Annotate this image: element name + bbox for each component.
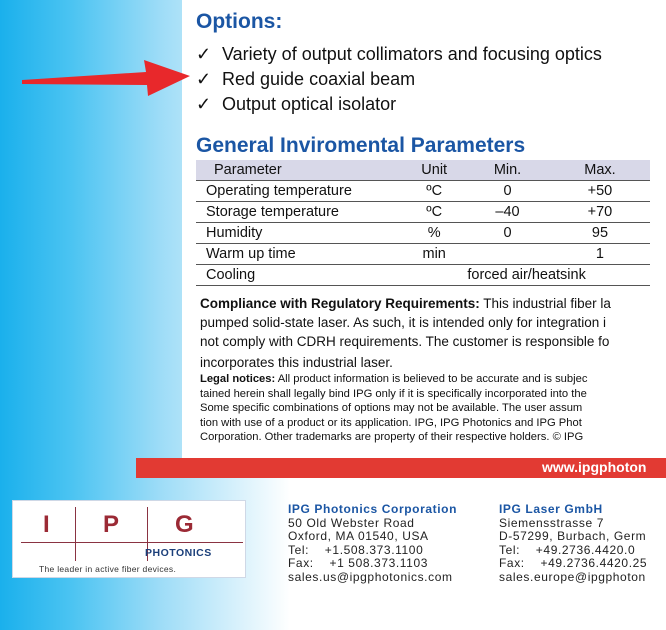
table-cell [465, 244, 550, 265]
option-label: Variety of output collimators and focusing optics [222, 44, 602, 64]
check-icon: ✓ [196, 94, 212, 114]
address-line: Siemensstrasse 7 [499, 515, 604, 530]
option-label: Output optical isolator [222, 94, 397, 114]
compliance-title: Compliance with Regulatory Requirements: [200, 296, 480, 311]
option-item [196, 42, 602, 67]
company-name: IPG Laser GmbH [499, 502, 603, 516]
red-arrow-icon [20, 58, 192, 98]
logo-letter: P [103, 511, 120, 538]
column-header: Parameter [196, 160, 403, 181]
email-link[interactable]: sales.us@ipgphotonics.com [288, 569, 453, 584]
ipg-logo [12, 500, 246, 578]
email-link[interactable]: sales.europe@ipgphoton [499, 569, 646, 584]
option-label: Red guide coaxial beam [222, 69, 416, 89]
address-line: Oxford, MA 01540, USA [288, 529, 429, 543]
environment-heading: General Inviromental Parameters [196, 134, 526, 157]
logo-letter: I [43, 511, 50, 538]
text-line: All product information is believed to be accurate and is subjec [275, 373, 588, 385]
logo-divider [75, 507, 76, 561]
table-cell: min [403, 244, 465, 265]
column-header: Min. [465, 160, 550, 181]
table-cell: Operating temperature [196, 181, 403, 202]
table-cell: Humidity [196, 223, 403, 244]
table-cell: –40 [465, 202, 550, 223]
check-icon: ✓ [196, 69, 212, 89]
logo-subtitle: PHOTONICS [145, 547, 212, 559]
legal-title: Legal notices: [200, 373, 276, 385]
table-row [196, 265, 650, 286]
option-item [196, 92, 602, 117]
legal-notices [200, 372, 666, 445]
table-cell: ºC [403, 202, 465, 223]
check-icon: ✓ [196, 44, 212, 64]
table-cell: +70 [550, 202, 650, 223]
phone-line: Tel: +1.508.373.1100 [288, 542, 424, 557]
options-list [196, 42, 602, 117]
table-cell: Storage temperature [196, 202, 403, 223]
column-header: Unit [403, 160, 465, 181]
parameters-table [196, 160, 650, 286]
table-cell: % [403, 223, 465, 244]
table-cell: +50 [550, 181, 650, 202]
text-line: tained herein shall legally bind IPG only if it is specifically incorporated into the [200, 387, 587, 400]
fax-line: Fax: +49.2736.4420.25 [499, 556, 648, 570]
text-line: Corporation. Other trademarks are property of their respective holders. © IPG [200, 431, 584, 443]
text-line: tion with use of a product or its application. IPG, IPG Photonics and IPG Phot [200, 416, 582, 429]
logo-rule [21, 542, 243, 543]
column-header: Max. [550, 160, 650, 181]
logo-letter: G [175, 511, 194, 538]
table-cell: 95 [550, 223, 650, 244]
table-cell: forced air/heatsink [403, 265, 650, 286]
table-row [196, 181, 650, 202]
address-germany [499, 503, 647, 584]
footer-url-bar [136, 458, 666, 478]
phone-line: Tel: +49.2736.4420.0 [499, 542, 636, 557]
text-line: This industrial fiber la [479, 296, 611, 311]
company-name: IPG Photonics Corporation [288, 502, 458, 516]
table-row [196, 244, 650, 265]
table-row [196, 223, 650, 244]
table-cell: ºC [403, 181, 465, 202]
logo-tagline: The leader in active fiber devices. [39, 564, 177, 574]
table-cell: 1 [550, 244, 650, 265]
text-line: Some specific combinations of options may not be available. The user assum [200, 402, 583, 414]
text-line: pumped solid-state laser. As such, it is intended only for integration i [200, 315, 606, 330]
options-heading: Options: [196, 10, 283, 33]
address-line: 50 Old Webster Road [288, 515, 415, 530]
compliance-text [200, 294, 666, 372]
address-us [288, 503, 457, 584]
table-cell: Cooling [196, 265, 403, 286]
table-cell: 0 [465, 223, 550, 244]
table-header-row [196, 160, 650, 181]
table-cell: Warm up time [196, 244, 403, 265]
table-cell: 0 [465, 181, 550, 202]
website-link[interactable]: www.ipgphoton [542, 459, 647, 475]
text-line: not comply with CDRH requirements. The customer is responsible fo [200, 334, 610, 349]
table-row [196, 202, 650, 223]
option-item [196, 67, 602, 92]
text-line: incorporates this industrial laser. [200, 355, 393, 370]
address-line: D-57299, Burbach, Germ [499, 529, 647, 543]
fax-line: Fax: +1 508.373.1103 [288, 556, 429, 570]
